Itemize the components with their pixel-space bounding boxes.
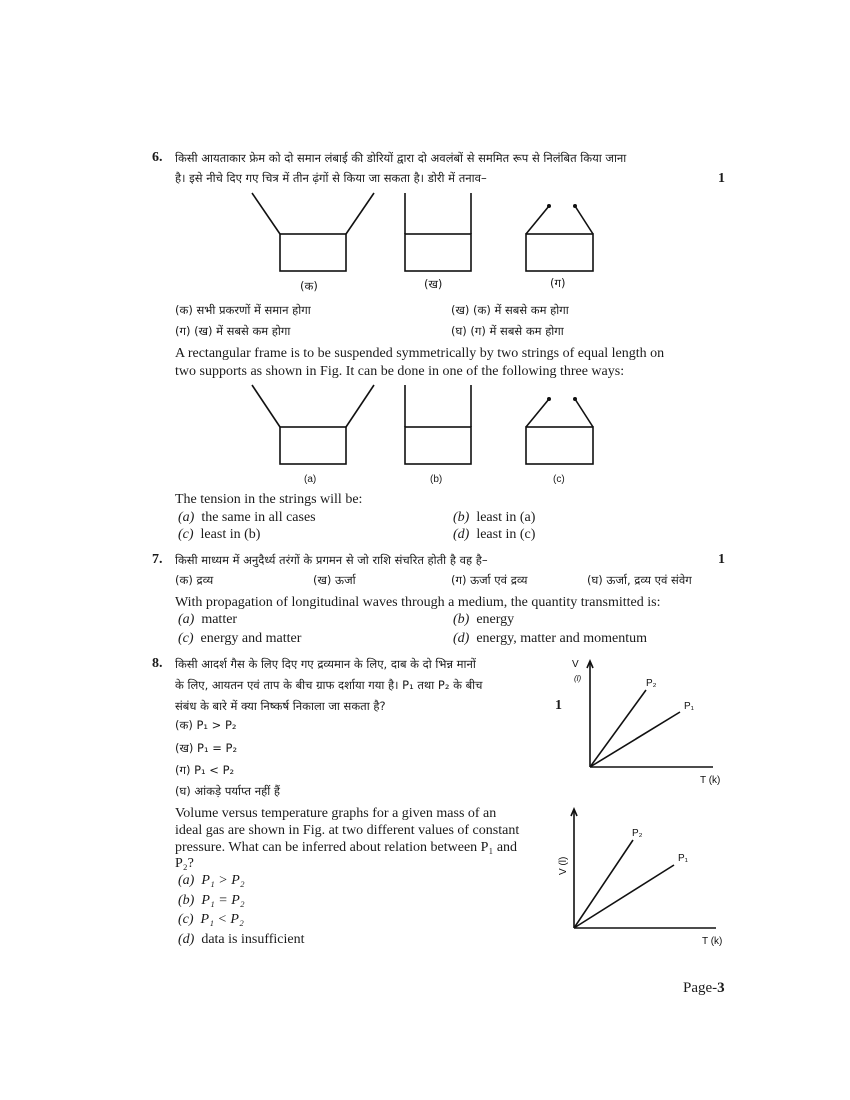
fig-caption-ga: (ग) (550, 276, 566, 290)
q8-en-option-b: (b) P₁ = P₂ (178, 893, 245, 908)
graph1-y-label: V (572, 659, 579, 670)
q8-marks: 1 (555, 698, 562, 713)
q7-english-question: With propagation of longitudinal waves through a medium, the quantity transmitted is: (175, 595, 661, 610)
graph1-y-unit: (l) (574, 674, 582, 683)
frame-figure-a (252, 385, 374, 464)
q8-hi-option-gha: (घ) आंकड़े पर्याप्त नहीं हैं (175, 784, 280, 798)
q6-hindi-line-2: है। इसे नीचे दिए गए चित्र में तीन ढ़ंगों से किया जा सकता है। डोरी में तनाव– (175, 171, 487, 185)
graph2-label-p1: P₁ (678, 853, 689, 864)
q7-en-option-c: (c) energy and matter (178, 631, 302, 646)
q6-english-line-1: A rectangular frame is to be suspended symmetrically by two strings of equal length on (175, 346, 665, 361)
frame-figure-kha (405, 193, 471, 271)
graph2-line-p1 (574, 865, 674, 928)
v-t-graph-hindi (568, 655, 728, 795)
q8-hindi-line-3: संबंध के बारे में क्या निष्कर्ष निकाला जा सकता है? (175, 699, 386, 713)
graph1-label-p2: P₂ (646, 678, 657, 689)
q8-en-option-a: (a) P₁ > P₂ (178, 873, 245, 888)
q7-number: 7. (152, 552, 163, 567)
q8-english-line-4: P₂? (175, 856, 194, 871)
fig-caption-a: (a) (304, 474, 317, 485)
graph1-x-label: T (k) (700, 775, 721, 786)
q7-en-option-a: (a) matter (178, 612, 238, 627)
page-label: Page- (683, 980, 718, 996)
q8-english-line-1: Volume versus temperature graphs for a given mass of an (175, 806, 497, 821)
fig-caption-b: (b) (430, 474, 443, 485)
frame-figure-b (405, 385, 471, 464)
q6-english-line-2: two supports as shown in Fig. It can be done in one of the following three ways: (175, 364, 625, 379)
q8-hi-option-ga: (ग) P₁ < P₂ (175, 763, 235, 777)
q8-hi-option-ka: (क) P₁ > P₂ (175, 718, 237, 732)
q6-en-option-d: (d) least in (c) (453, 527, 536, 542)
q8-hindi-line-2: के लिए, आयतन एवं ताप के बीच ग्राफ दर्शाया गया है। P₁ तथा P₂ के बीच (175, 678, 483, 692)
q8-en-option-d: (d) data is insufficient (178, 932, 305, 947)
q7-en-option-d: (d) energy, matter and momentum (453, 631, 648, 646)
q7-hindi-question: किसी माध्यम में अनुदैर्ध्य तरंगों के प्रगमन से जो राशि संचरित होती है वह है– (175, 553, 488, 567)
frame-figure-ka (252, 193, 374, 271)
page-footer (683, 980, 725, 997)
q6-en-option-a: (a) the same in all cases (178, 510, 316, 525)
fig-caption-kha: (ख) (424, 277, 443, 291)
q6-hi-option-ka: (क) सभी प्रकरणों में समान होगा (175, 303, 311, 317)
graph1-line-p1 (590, 712, 680, 767)
q6-number: 6. (152, 150, 163, 165)
q7-hi-option-gha: (घ) ऊर्जा, द्रव्य एवं संवेग (587, 573, 692, 587)
q8-en-option-c: (c) P₁ < P₂ (178, 912, 244, 927)
q6-en-option-c: (c) least in (b) (178, 527, 261, 542)
q8-english-line-3: pressure. What can be inferred about relation between P₁ and (175, 840, 518, 855)
q8-hi-option-kha: (ख) P₁ = P₂ (175, 741, 238, 755)
q7-marks: 1 (718, 552, 725, 567)
q7-hi-option-kha: (ख) ऊर्जा (313, 573, 356, 587)
q6-en-option-b: (b) least in (a) (453, 510, 536, 525)
graph2-x-label: T (k) (702, 936, 723, 947)
q6-marks: 1 (718, 171, 725, 186)
q8-number: 8. (152, 656, 163, 671)
graph1-line-p2 (590, 690, 646, 767)
q6-hi-option-kha: (ख) (क) में सबसे कम होगा (451, 303, 569, 317)
graph2-line-p2 (574, 840, 633, 928)
frame-figure-c (526, 397, 593, 464)
graph2-label-p2: P₂ (632, 828, 643, 839)
q8-hindi-line-1: किसी आदर्श गैस के लिए दिए गए द्रव्यमान के लिए, दाब के दो भिन्न मानों (175, 657, 476, 671)
frame-figure-ga (526, 204, 593, 271)
v-t-graph-english (556, 805, 726, 955)
q7-en-option-b: (b) energy (453, 612, 515, 627)
q6-hindi-line-1: किसी आयताकार फ्रेम को दो समान लंबाई की डोरियों द्वारा दो अवलंबों से सममित रूप से निलंबित किया जाना (175, 151, 627, 165)
q6-hi-option-gha: (घ) (ग) में सबसे कम होगा (451, 324, 564, 338)
fig-caption-ka: (क) (300, 279, 318, 293)
q7-hi-option-ga: (ग) ऊर्जा एवं द्रव्य (451, 573, 528, 587)
fig-caption-c: (c) (553, 474, 565, 485)
graph2-y-label: V (l) (558, 856, 569, 875)
page-number: 3 (717, 980, 725, 996)
q7-hi-option-ka: (क) द्रव्य (175, 573, 214, 587)
q6-english-figures (0, 378, 850, 478)
graph1-label-p1: P₁ (684, 701, 695, 712)
q6-hi-option-ga: (ग) (ख) में सबसे कम होगा (175, 324, 291, 338)
q8-english-line-2: ideal gas are shown in Fig. at two different values of constant (175, 823, 520, 838)
q6-english-question: The tension in the strings will be: (175, 492, 363, 507)
